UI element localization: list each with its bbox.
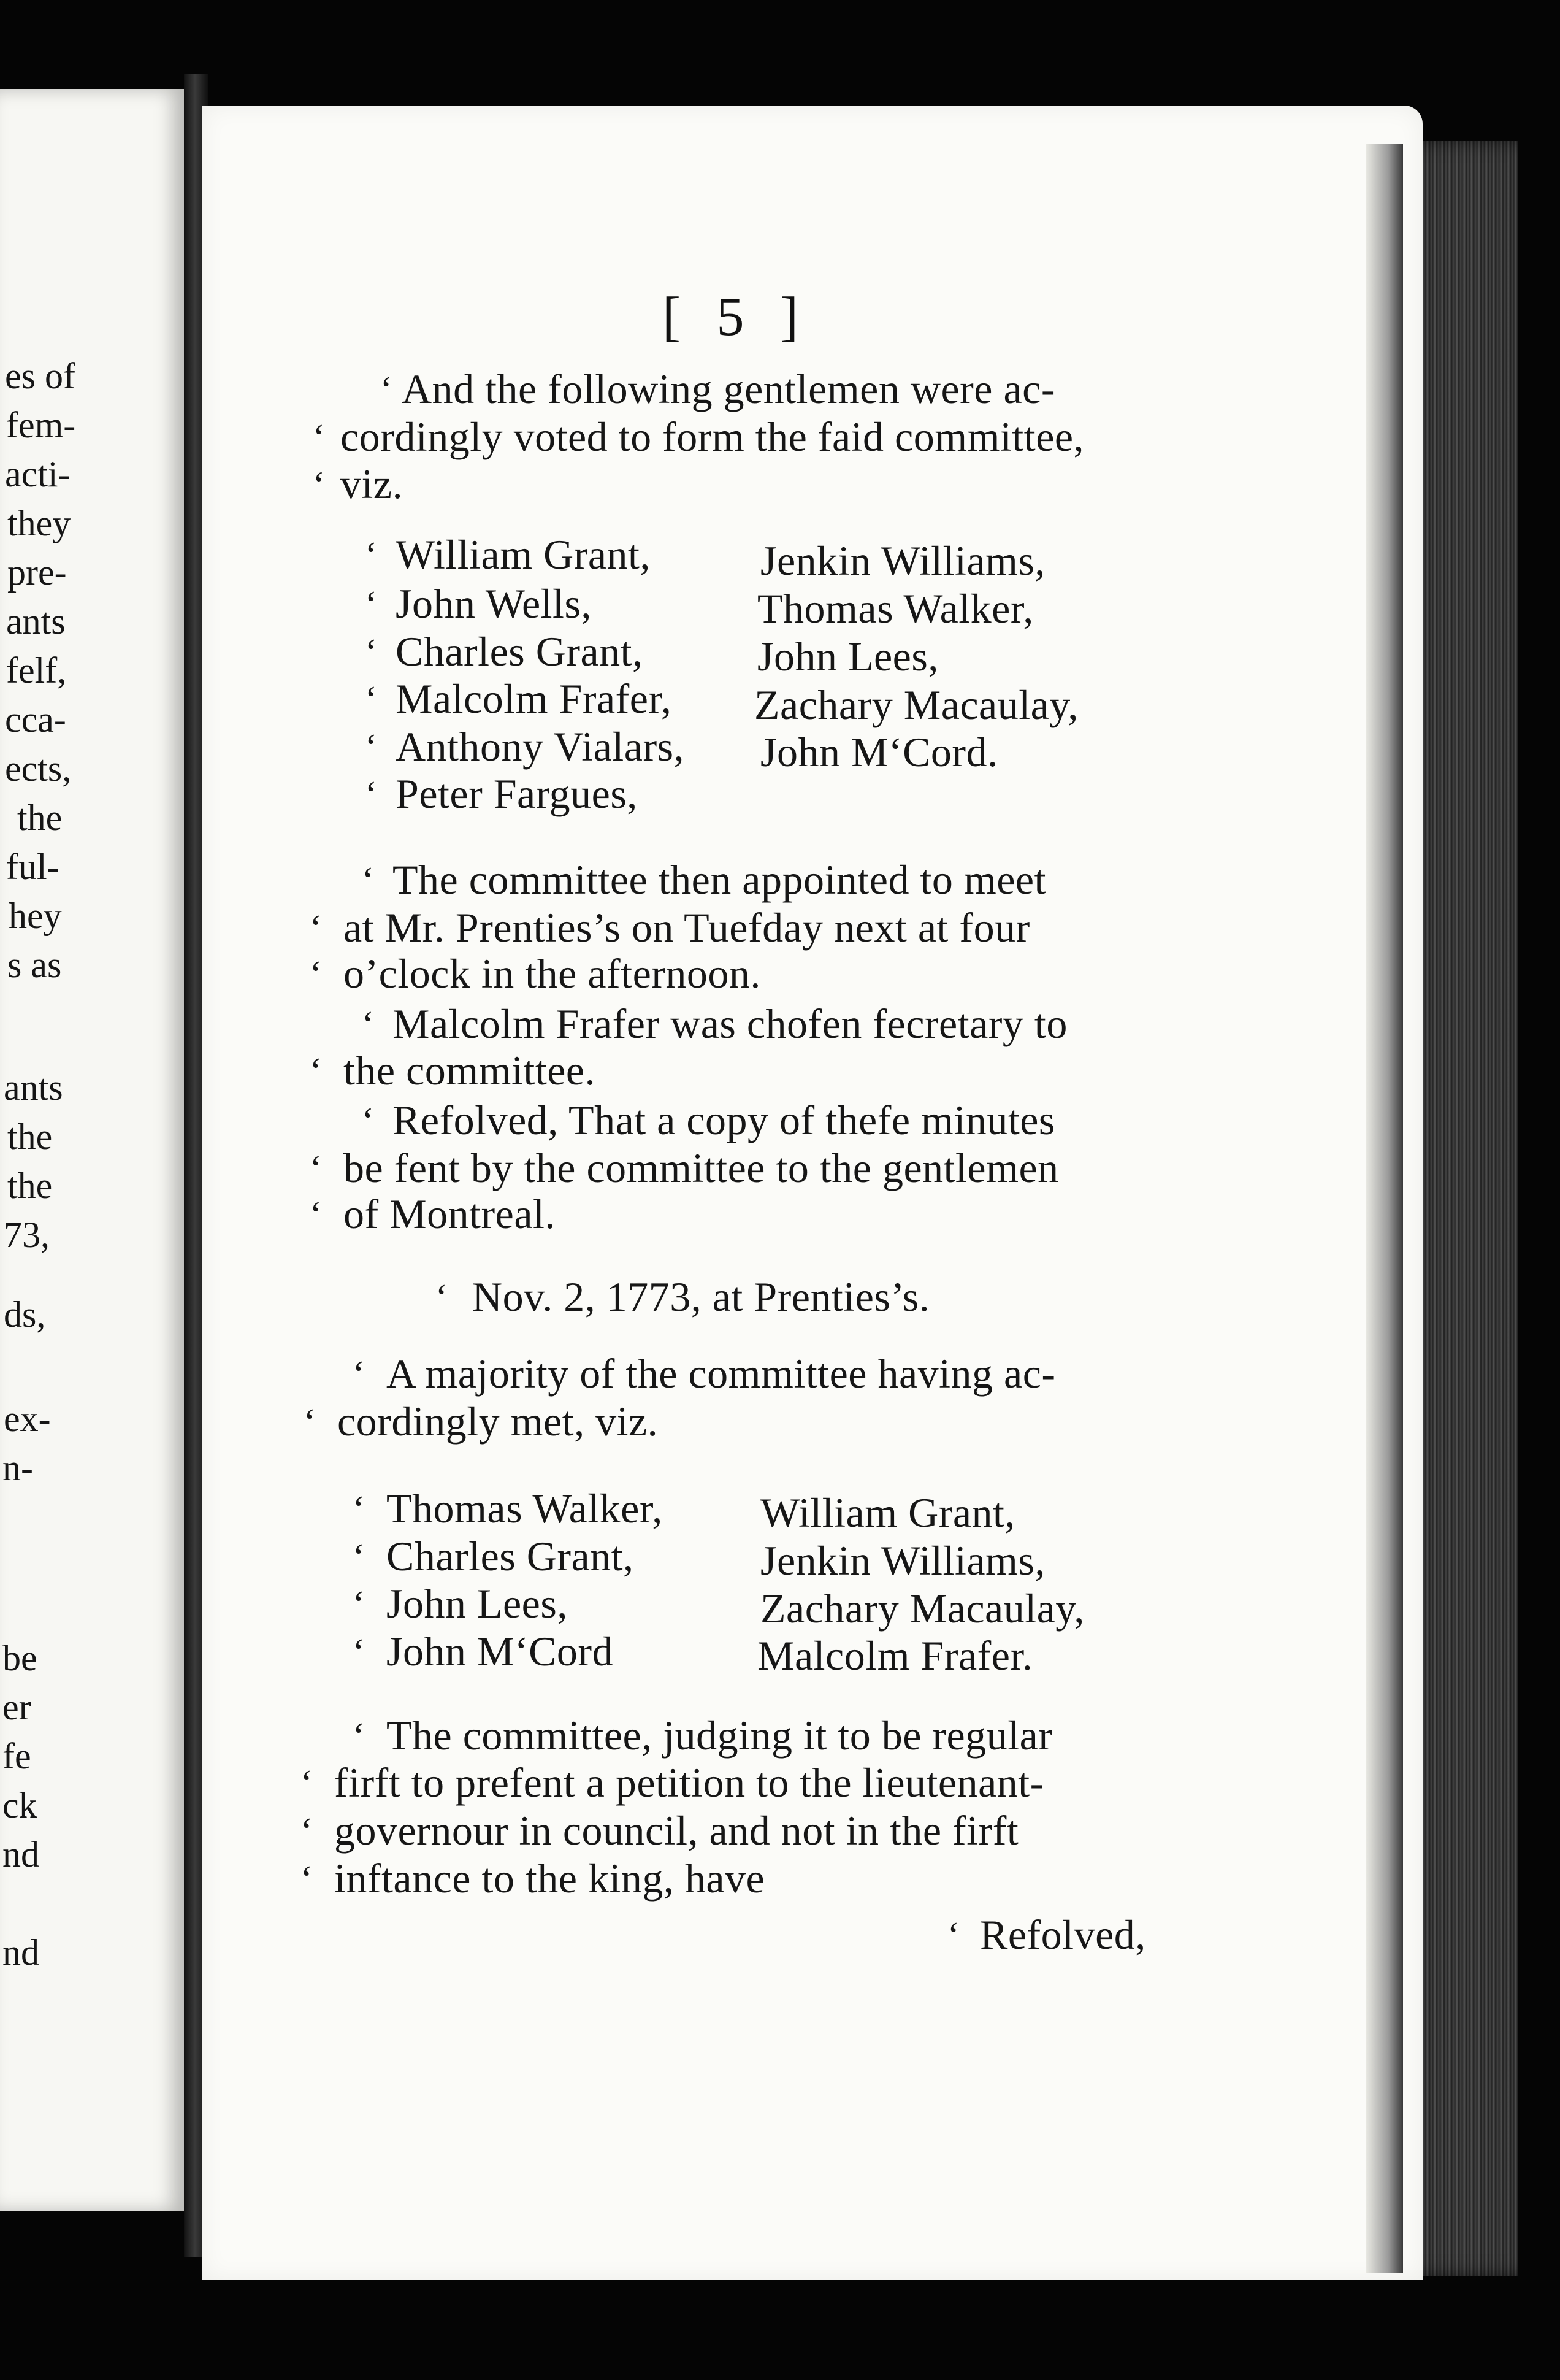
quote-mark: ‘: [310, 1148, 322, 1189]
attendee-name: Charles Grant,: [386, 1533, 634, 1580]
quote-mark: ‘: [300, 1859, 313, 1899]
left-text-fragment: hey: [9, 896, 62, 936]
petition-line: The committee, judging it to be regular: [386, 1712, 1053, 1759]
member-name: Malcolm Frafer,: [396, 675, 672, 722]
date-heading: Nov. 2, 1773, at Prenties’s.: [472, 1273, 930, 1320]
attendee-name: John Lees,: [386, 1580, 568, 1627]
quote-mark: ‘: [365, 774, 377, 815]
attendee-name: William Grant,: [760, 1489, 1015, 1536]
quote-mark: ‘: [353, 1489, 365, 1529]
quote-mark: ‘: [362, 1100, 374, 1141]
quote-mark: ‘: [362, 860, 374, 900]
petition-line: inftance to the king, have: [334, 1855, 765, 1902]
member-name: William Grant,: [396, 531, 651, 578]
majority-line: cordingly met, viz.: [337, 1398, 659, 1445]
attendee-name: Thomas Walker,: [386, 1485, 663, 1532]
left-text-fragment: be: [2, 1638, 37, 1678]
left-text-fragment: n-: [2, 1448, 33, 1488]
left-text-fragment: ful-: [6, 846, 59, 887]
secretary-line: Malcolm Frafer was chofen fecretary to: [392, 1000, 1068, 1047]
quote-mark: ‘: [310, 1051, 322, 1091]
page-number: [ 5 ]: [662, 286, 809, 347]
quote-mark: ‘: [310, 1194, 322, 1235]
left-text-fragment: nd: [2, 1834, 39, 1875]
left-text-fragment: s as: [7, 945, 62, 985]
left-text-fragment: acti-: [5, 454, 71, 494]
intro-line: cordingly voted to form the faid committee,: [340, 413, 1085, 460]
quote-mark: ‘: [353, 1537, 365, 1577]
left-text-fragment: ck: [2, 1785, 37, 1825]
quote-mark: ‘: [310, 954, 322, 994]
petition-line: firft to prefent a petition to the lieutenant-: [334, 1759, 1044, 1806]
left-text-fragment: the: [17, 797, 63, 838]
left-text-fragment: cca-: [5, 699, 66, 740]
attendee-name: Zachary Macaulay,: [760, 1585, 1085, 1632]
left-text-fragment: they: [7, 503, 71, 543]
petition-line: governour in council, and not in the firft: [334, 1807, 1019, 1854]
left-text-fragment: ex-: [4, 1399, 51, 1439]
member-name: Thomas Walker,: [757, 585, 1034, 632]
quote-mark: ‘: [300, 1763, 313, 1803]
attendee-name: Jenkin Williams,: [760, 1537, 1046, 1584]
left-text-fragment: the: [7, 1165, 53, 1206]
left-text-fragment: ds,: [4, 1294, 46, 1335]
left-text-fragment: fe: [2, 1736, 31, 1776]
member-name: Zachary Macaulay,: [754, 681, 1079, 728]
quote-mark: ‘: [353, 1632, 365, 1672]
intro-line: viz.: [340, 461, 403, 507]
left-text-fragment: es of: [5, 356, 75, 396]
page-edge-shadow: [1366, 144, 1403, 2273]
quote-mark: ‘: [353, 1354, 365, 1394]
left-facing-page: [0, 89, 193, 2211]
majority-line: A majority of the committee having ac-: [386, 1350, 1056, 1397]
attendee-name: John M‘Cord: [386, 1628, 614, 1675]
quote-mark: ‘: [365, 535, 377, 575]
left-text-fragment: er: [2, 1687, 31, 1727]
quote-mark: ‘: [310, 908, 322, 948]
quote-mark: ‘: [362, 1004, 374, 1045]
quote-mark: ‘: [947, 1915, 960, 1956]
left-text-fragment: ants: [4, 1067, 63, 1108]
member-name: John Wells,: [396, 580, 592, 627]
member-name: Charles Grant,: [396, 628, 643, 675]
left-text-fragment: ants: [6, 601, 66, 642]
quote-mark: ‘: [365, 679, 377, 720]
meeting-line: o’clock in the afternoon.: [343, 950, 761, 997]
quote-mark: ‘: [365, 632, 377, 672]
left-text-fragment: 73,: [4, 1215, 50, 1255]
quote-mark: ‘: [435, 1277, 448, 1318]
left-text-fragment: ects,: [5, 748, 72, 789]
catchword: Refolved,: [980, 1911, 1146, 1958]
secretary-line: the committee.: [343, 1047, 596, 1094]
left-text-fragment: felf,: [6, 650, 67, 691]
resolved-line: be fent by the committee to the gentlemen: [343, 1145, 1059, 1191]
left-text-fragment: nd: [2, 1932, 39, 1973]
quote-mark: ‘: [304, 1402, 316, 1442]
meeting-line: The committee then appointed to meet: [392, 856, 1046, 903]
quote-mark: ‘: [353, 1584, 365, 1624]
left-text-fragment: the: [7, 1116, 53, 1157]
member-name: John Lees,: [757, 633, 939, 680]
quote-mark: ‘: [300, 1811, 313, 1851]
member-name: Anthony Vialars,: [396, 723, 685, 770]
intro-line: And the following gentlemen were ac-: [402, 366, 1055, 412]
meeting-line: at Mr. Prenties’s on Tuefday next at four: [343, 904, 1030, 951]
quote-mark: ‘: [313, 464, 325, 505]
member-name: Peter Fargues,: [396, 770, 638, 817]
resolved-line: of Montreal.: [343, 1191, 556, 1237]
quote-mark: ‘: [365, 584, 377, 624]
member-name: Jenkin Williams,: [760, 537, 1046, 584]
quote-mark: ‘: [313, 417, 325, 458]
quote-mark: ‘: [365, 727, 377, 767]
member-name: John M‘Cord.: [760, 729, 998, 775]
quote-mark: ‘: [380, 369, 392, 410]
quote-mark: ‘: [353, 1716, 365, 1756]
left-text-fragment: fem-: [6, 405, 76, 445]
attendee-name: Malcolm Frafer.: [757, 1632, 1033, 1679]
resolved-line: Refolved, That a copy of thefe minutes: [392, 1097, 1055, 1143]
left-text-fragment: pre-: [7, 552, 67, 593]
